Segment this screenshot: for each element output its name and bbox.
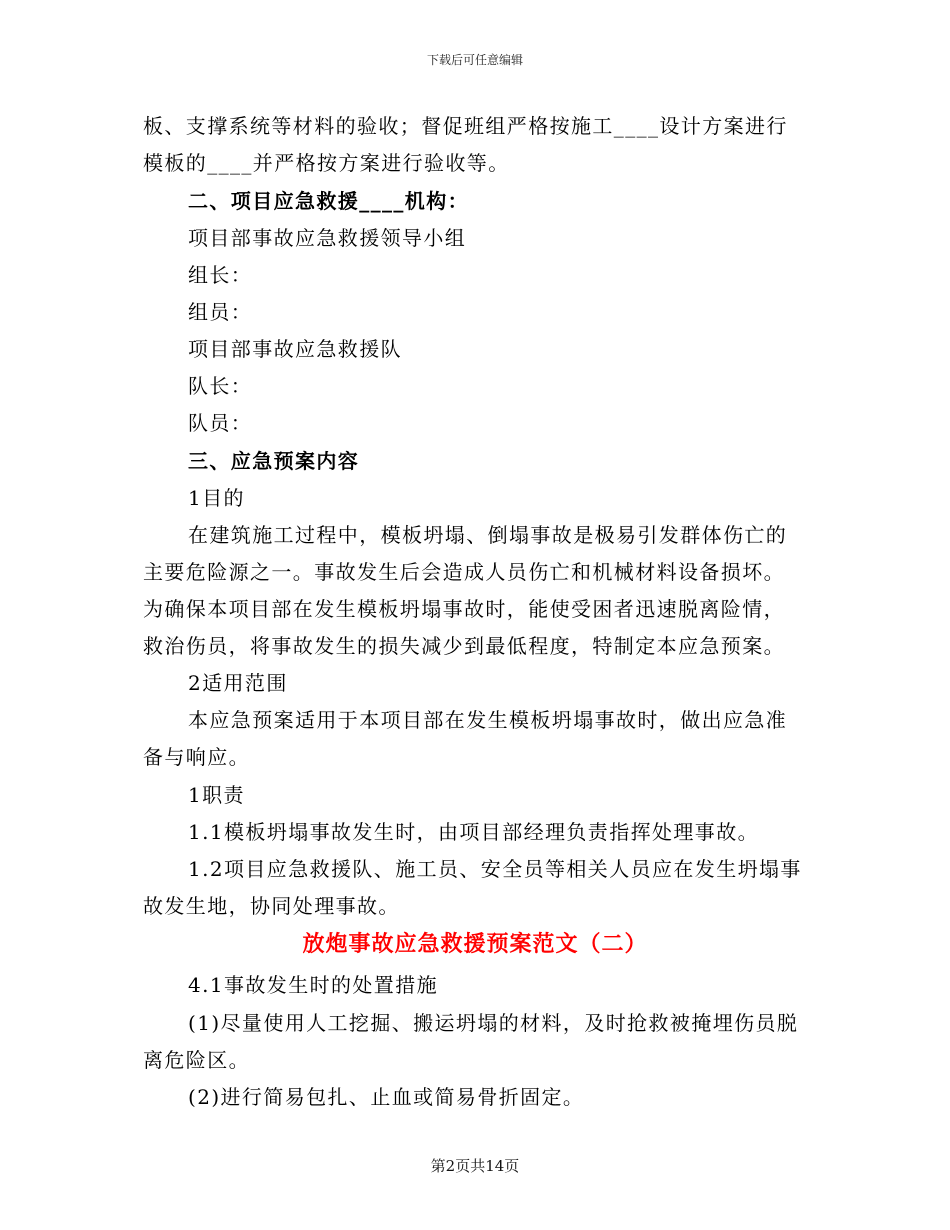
paragraph-line: 本应急预案适用于本项目部在发生模板坍塌事故时，做出应急准 [188,708,788,732]
paragraph-line: 主要危险源之一。事故发生后会造成人员伤亡和机械材料设备损坏。 [143,560,785,584]
paragraph-line: 为确保本项目部在发生模板坍塌事故时，能使受困者迅速脱离险情， [143,597,785,621]
subsection-heading: 2适用范围 [188,671,288,695]
paragraph-line: (1)尽量使用人工挖掘、搬运坍塌的材料，及时抢救被掩埋伤员脱 [188,1011,799,1035]
paragraph-line: 救治伤员，将事故发生的损失减少到最低程度，特制定本应急预案。 [143,634,785,658]
section-heading: 二、项目应急救援____机构： [188,189,469,213]
section-title: 放炮事故应急救援预案范文（二） [302,931,648,957]
paragraph-line: 故发生地，协同处理事故。 [143,894,400,918]
paragraph-line: 离危险区。 [143,1048,250,1072]
paragraph-line: 4.1事故发生时的处置措施 [188,973,439,997]
page-header: 下载后可任意编辑 [426,53,523,67]
list-item: 组员： [188,300,253,324]
paragraph-line: 备与响应。 [143,745,250,769]
page-footer: 第2页共14页 [430,1157,520,1175]
paragraph-line: 板、支撑系统等材料的验收；督促班组严格按施工____设计方案进行 [143,114,788,138]
paragraph-line: 模板的____并严格按方案进行验收等。 [143,151,510,175]
subsection-heading: 1职责 [188,783,245,807]
paragraph-line: 1.1模板坍塌事故发生时，由项目部经理负责指挥处理事故。 [188,820,760,844]
subsection-heading: 1目的 [188,486,245,510]
list-item: 项目部事故应急救援领导小组 [188,226,467,250]
paragraph-line: 1.2项目应急救援队、施工员、安全员等相关人员应在发生坍塌事 [188,857,802,881]
list-item: 项目部事故应急救援队 [188,337,402,361]
paragraph-line: 在建筑施工过程中，模板坍塌、倒塌事故是极易引发群体伤亡的 [188,523,788,547]
list-item: 队员： [188,411,253,435]
list-item: 组长： [188,263,253,287]
list-item: 队长： [188,374,253,398]
section-heading: 三、应急预案内容 [188,449,360,473]
paragraph-line: (2)进行简易包扎、止血或简易骨折固定。 [188,1085,585,1109]
